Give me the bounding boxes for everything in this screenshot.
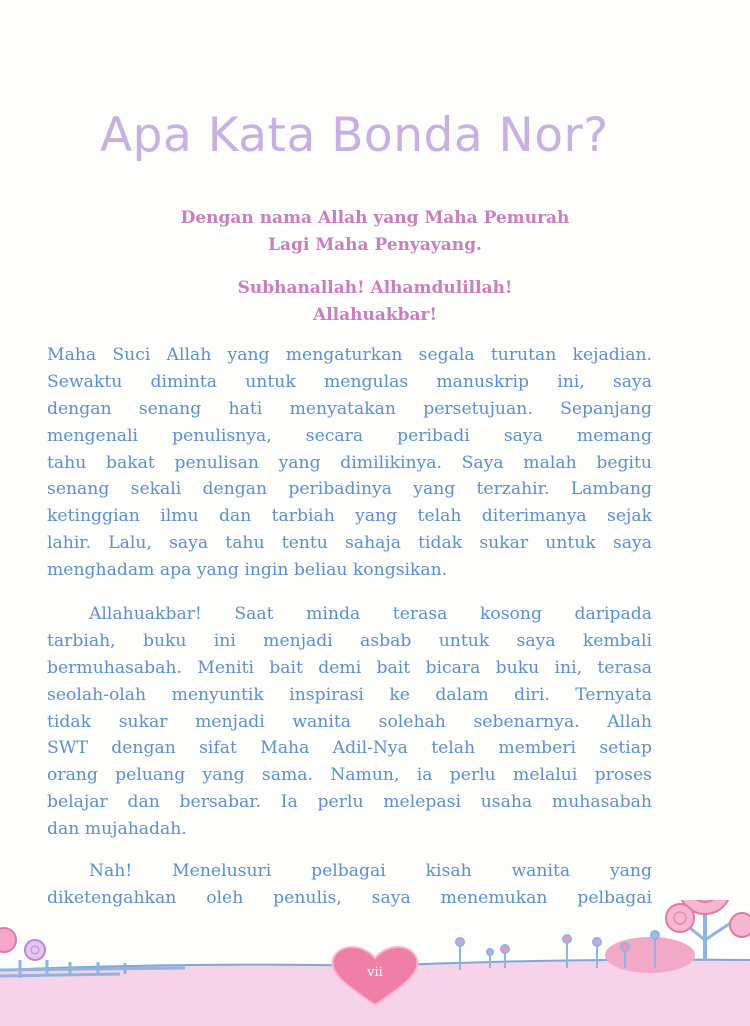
decorative-meadow-illustration <box>0 900 750 1026</box>
text-line: menghadam apa yang ingin beliau kongsikan. <box>47 560 448 581</box>
text-line: mengenali penulisnya, secara peribadi saya memang <box>47 425 652 446</box>
praise-line: Subhanallah! Alhamdulillah! <box>237 278 513 298</box>
opening-line: Lagi Maha Penyayang. <box>268 235 482 255</box>
text-line: lahir. Lalu, saya tahu tentu sahaja tidak sukar untuk saya <box>47 533 652 554</box>
text-line: seolah-olah menyuntik inspirasi ke dalam diri. Ternyata <box>47 684 652 705</box>
text-line: dan mujahadah. <box>47 819 187 840</box>
text-line: belajar dan bersabar. Ia perlu melepasi usaha muhasabah <box>47 792 652 813</box>
text-line: diketengahkan oleh penulis, saya menemukan pelbagai <box>47 887 652 908</box>
text-line: Sewaktu diminta untuk mengulas manuskrip ini, saya <box>47 371 652 392</box>
text-line: tidak sukar menjadi wanita solehah sebenarnya. Allah <box>47 711 652 732</box>
text-line: tahu bakat penulisan yang dimilikinya. Saya malah begitu <box>47 452 652 473</box>
page-number: vii <box>367 965 383 980</box>
text-line: bermuhasabah. Meniti bait demi bait bicara buku ini, terasa <box>47 657 652 678</box>
text-line: orang peluang yang sama. Namun, ia perlu melalui proses <box>47 765 652 786</box>
paragraph-1 <box>47 342 652 584</box>
text-line: Allahuakbar! Saat minda terasa kosong daripada <box>89 604 652 624</box>
text-line: Maha Suci Allah yang mengaturkan segala turutan kejadian. <box>47 345 652 365</box>
text-line: dengan senang hati menyatakan persetujuan. Sepanjang <box>47 398 652 419</box>
text-line: SWT dengan sifat Maha Adil-Nya telah memberi setiap <box>47 738 652 759</box>
text-line: Nah! Menelusuri pelbagai kisah wanita yang <box>89 861 652 881</box>
paragraph-2 <box>47 601 652 843</box>
text-line: ketinggian ilmu dan tarbiah yang telah diterimanya sejak <box>47 506 652 527</box>
text-line: senang sekali dengan peribadinya yang terzahir. Lambang <box>47 479 652 500</box>
page-title: Apa Kata Bonda Nor? <box>100 108 609 163</box>
praise-verse <box>0 275 750 329</box>
praise-line: Allahuakbar! <box>313 305 437 325</box>
lollipop-tree-left-icon <box>0 928 45 960</box>
opening-line: Dengan nama Allah yang Maha Pemurah <box>180 208 570 228</box>
text-line: tarbiah, buku ini menjadi asbab untuk saya kembali <box>47 630 652 651</box>
opening-verse <box>0 205 750 259</box>
